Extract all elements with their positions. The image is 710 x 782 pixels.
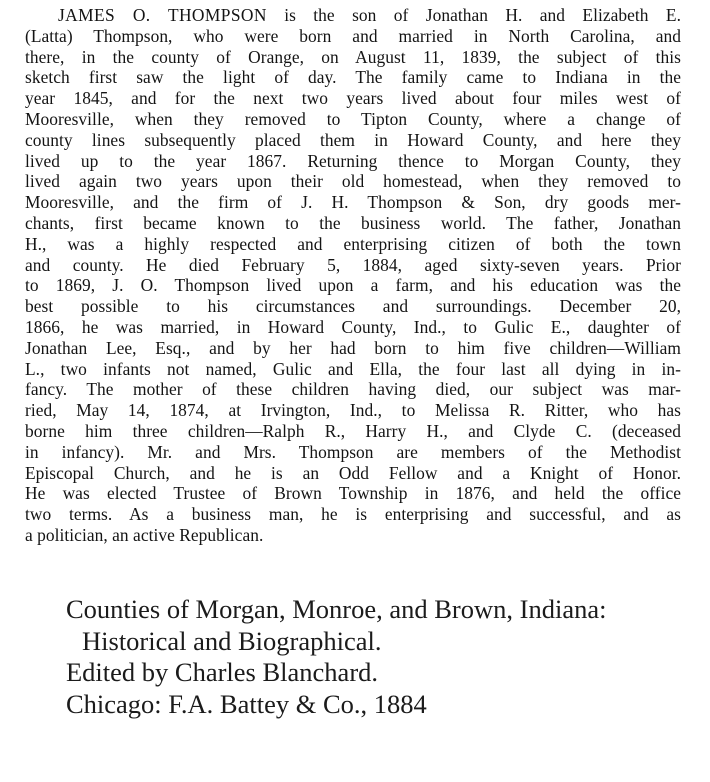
bio-line-11: chants, first became known to the business world. The father, Jonathan bbox=[25, 212, 681, 233]
bio-line-14: to 1869, J. O. Thompson lived upon a farm, and his education was the bbox=[25, 275, 681, 296]
bio-line-4: sketch first saw the light of day. The family came to Indiana in the bbox=[25, 67, 681, 88]
source-citation bbox=[66, 594, 686, 720]
bio-line-2: (Latta) Thompson, who were born and married in North Carolina, and bbox=[25, 25, 681, 46]
bio-line-1 bbox=[25, 5, 681, 26]
bio-line-3: there, in the county of Orange, on August 11, 1839, the subject of this bbox=[25, 46, 681, 67]
citation-publisher: Chicago: F.A. Battey & Co., 1884 bbox=[66, 688, 427, 719]
bio-line-10: Mooresville, and the firm of J. H. Thompson & Son, dry goods mer- bbox=[25, 192, 681, 213]
bio-line-6: Mooresville, when they removed to Tipton County, where a change of bbox=[25, 108, 681, 129]
bio-line-1-text: is the son of Jonathan H. and Elizabeth E. bbox=[266, 5, 681, 25]
bio-line-26: a politician, an active Republican. bbox=[25, 524, 264, 545]
citation-title: Counties of Morgan, Monroe, and Brown, Indiana: bbox=[66, 594, 607, 624]
bio-line-22: in infancy). Mr. and Mrs. Thompson are members of the Methodist bbox=[25, 441, 681, 462]
citation-subtitle: Historical and Biographical. bbox=[82, 625, 382, 656]
bio-line-24: He was elected Trustee of Brown Township in 1876, and held the office bbox=[25, 483, 681, 504]
bio-line-8: lived up to the year 1867. Returning thence to Morgan County, they bbox=[25, 150, 681, 171]
bio-line-21: borne him three children—Ralph R., Harry H., and Clyde C. (deceased bbox=[25, 420, 681, 441]
bio-line-5: year 1845, and for the next two years lived about four miles west of bbox=[25, 88, 681, 109]
biography-text bbox=[25, 5, 681, 546]
bio-line-18: L., two infants not named, Gulic and Ella, the four last all dying in in- bbox=[25, 358, 681, 379]
bio-line-13: and county. He died February 5, 1884, aged sixty-seven years. Prior bbox=[25, 254, 681, 275]
bio-line-19: fancy. The mother of these children having died, our subject was mar- bbox=[25, 379, 681, 400]
subject-name: JAMES O. THOMPSON bbox=[58, 5, 267, 25]
bio-line-23: Episcopal Church, and he is an Odd Fellow and a Knight of Honor. bbox=[25, 462, 681, 483]
bio-line-17: Jonathan Lee, Esq., and by her had born to him five children—William bbox=[25, 337, 681, 358]
bio-line-9: lived again two years upon their old homestead, when they removed to bbox=[25, 171, 681, 192]
bio-line-20: ried, May 14, 1874, at Irvington, Ind., to Melissa R. Ritter, who has bbox=[25, 400, 681, 421]
citation-editor: Edited by Charles Blanchard. bbox=[66, 657, 379, 687]
bio-line-15: best possible to his circumstances and surroundings. December 20, bbox=[25, 296, 681, 317]
bio-line-25: two terms. As a business man, he is enterprising and successful, and as bbox=[25, 504, 681, 525]
bio-line-16: 1866, he was married, in Howard County, Ind., to Gulic E., daughter of bbox=[25, 316, 681, 337]
bio-line-12: H., was a highly respected and enterprising citizen of both the town bbox=[25, 233, 681, 254]
bio-line-7: county lines subsequently placed them in Howard County, and here they bbox=[25, 129, 681, 150]
